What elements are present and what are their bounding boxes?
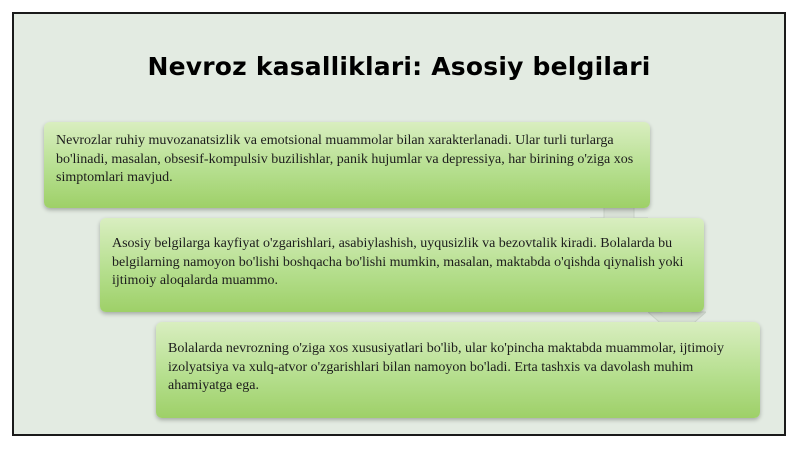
step-box-1 [44,122,650,208]
step-box-2 [100,218,704,312]
slide-title: Nevroz kasalliklari: Asosiy belgilari [147,52,651,81]
step-box-3 [156,322,760,418]
slide [12,12,786,436]
step-text: Nevrozlar ruhiy muvozanatsizlik va emotsional muammolar bilan xarakterlanadi. Ular turli turlarga bo'linadi, masalan, obsesif-kompulsiv buzilishlar, panik hujumlar va depressiya, har birining o'ziga xos simptomlari mavjud. [56,133,634,185]
step-text: Asosiy belgilarga kayfiyat o'zgarishlari, asabiylashish, uyqusizlik va bezovtalik kiradi. Bolalarda bu belgilarning namoyon bo'lishi boshqacha bo'lishi mumkin, masalan, maktabda o'qishda qiynalish yoki ijtimoiy aloqalarda muammo. [112,236,684,288]
step-text: Bolalarda nevrozning o'ziga xos xususiyatlari bo'lib, ular ko'pincha maktabda muammolar, ijtimoiy izolyatsiya va xulq-atvor o'zgarishlari bilan namoyon bo'ladi. Erta tashxis va davolash muhim ahamiyatga ega. [168,341,724,393]
